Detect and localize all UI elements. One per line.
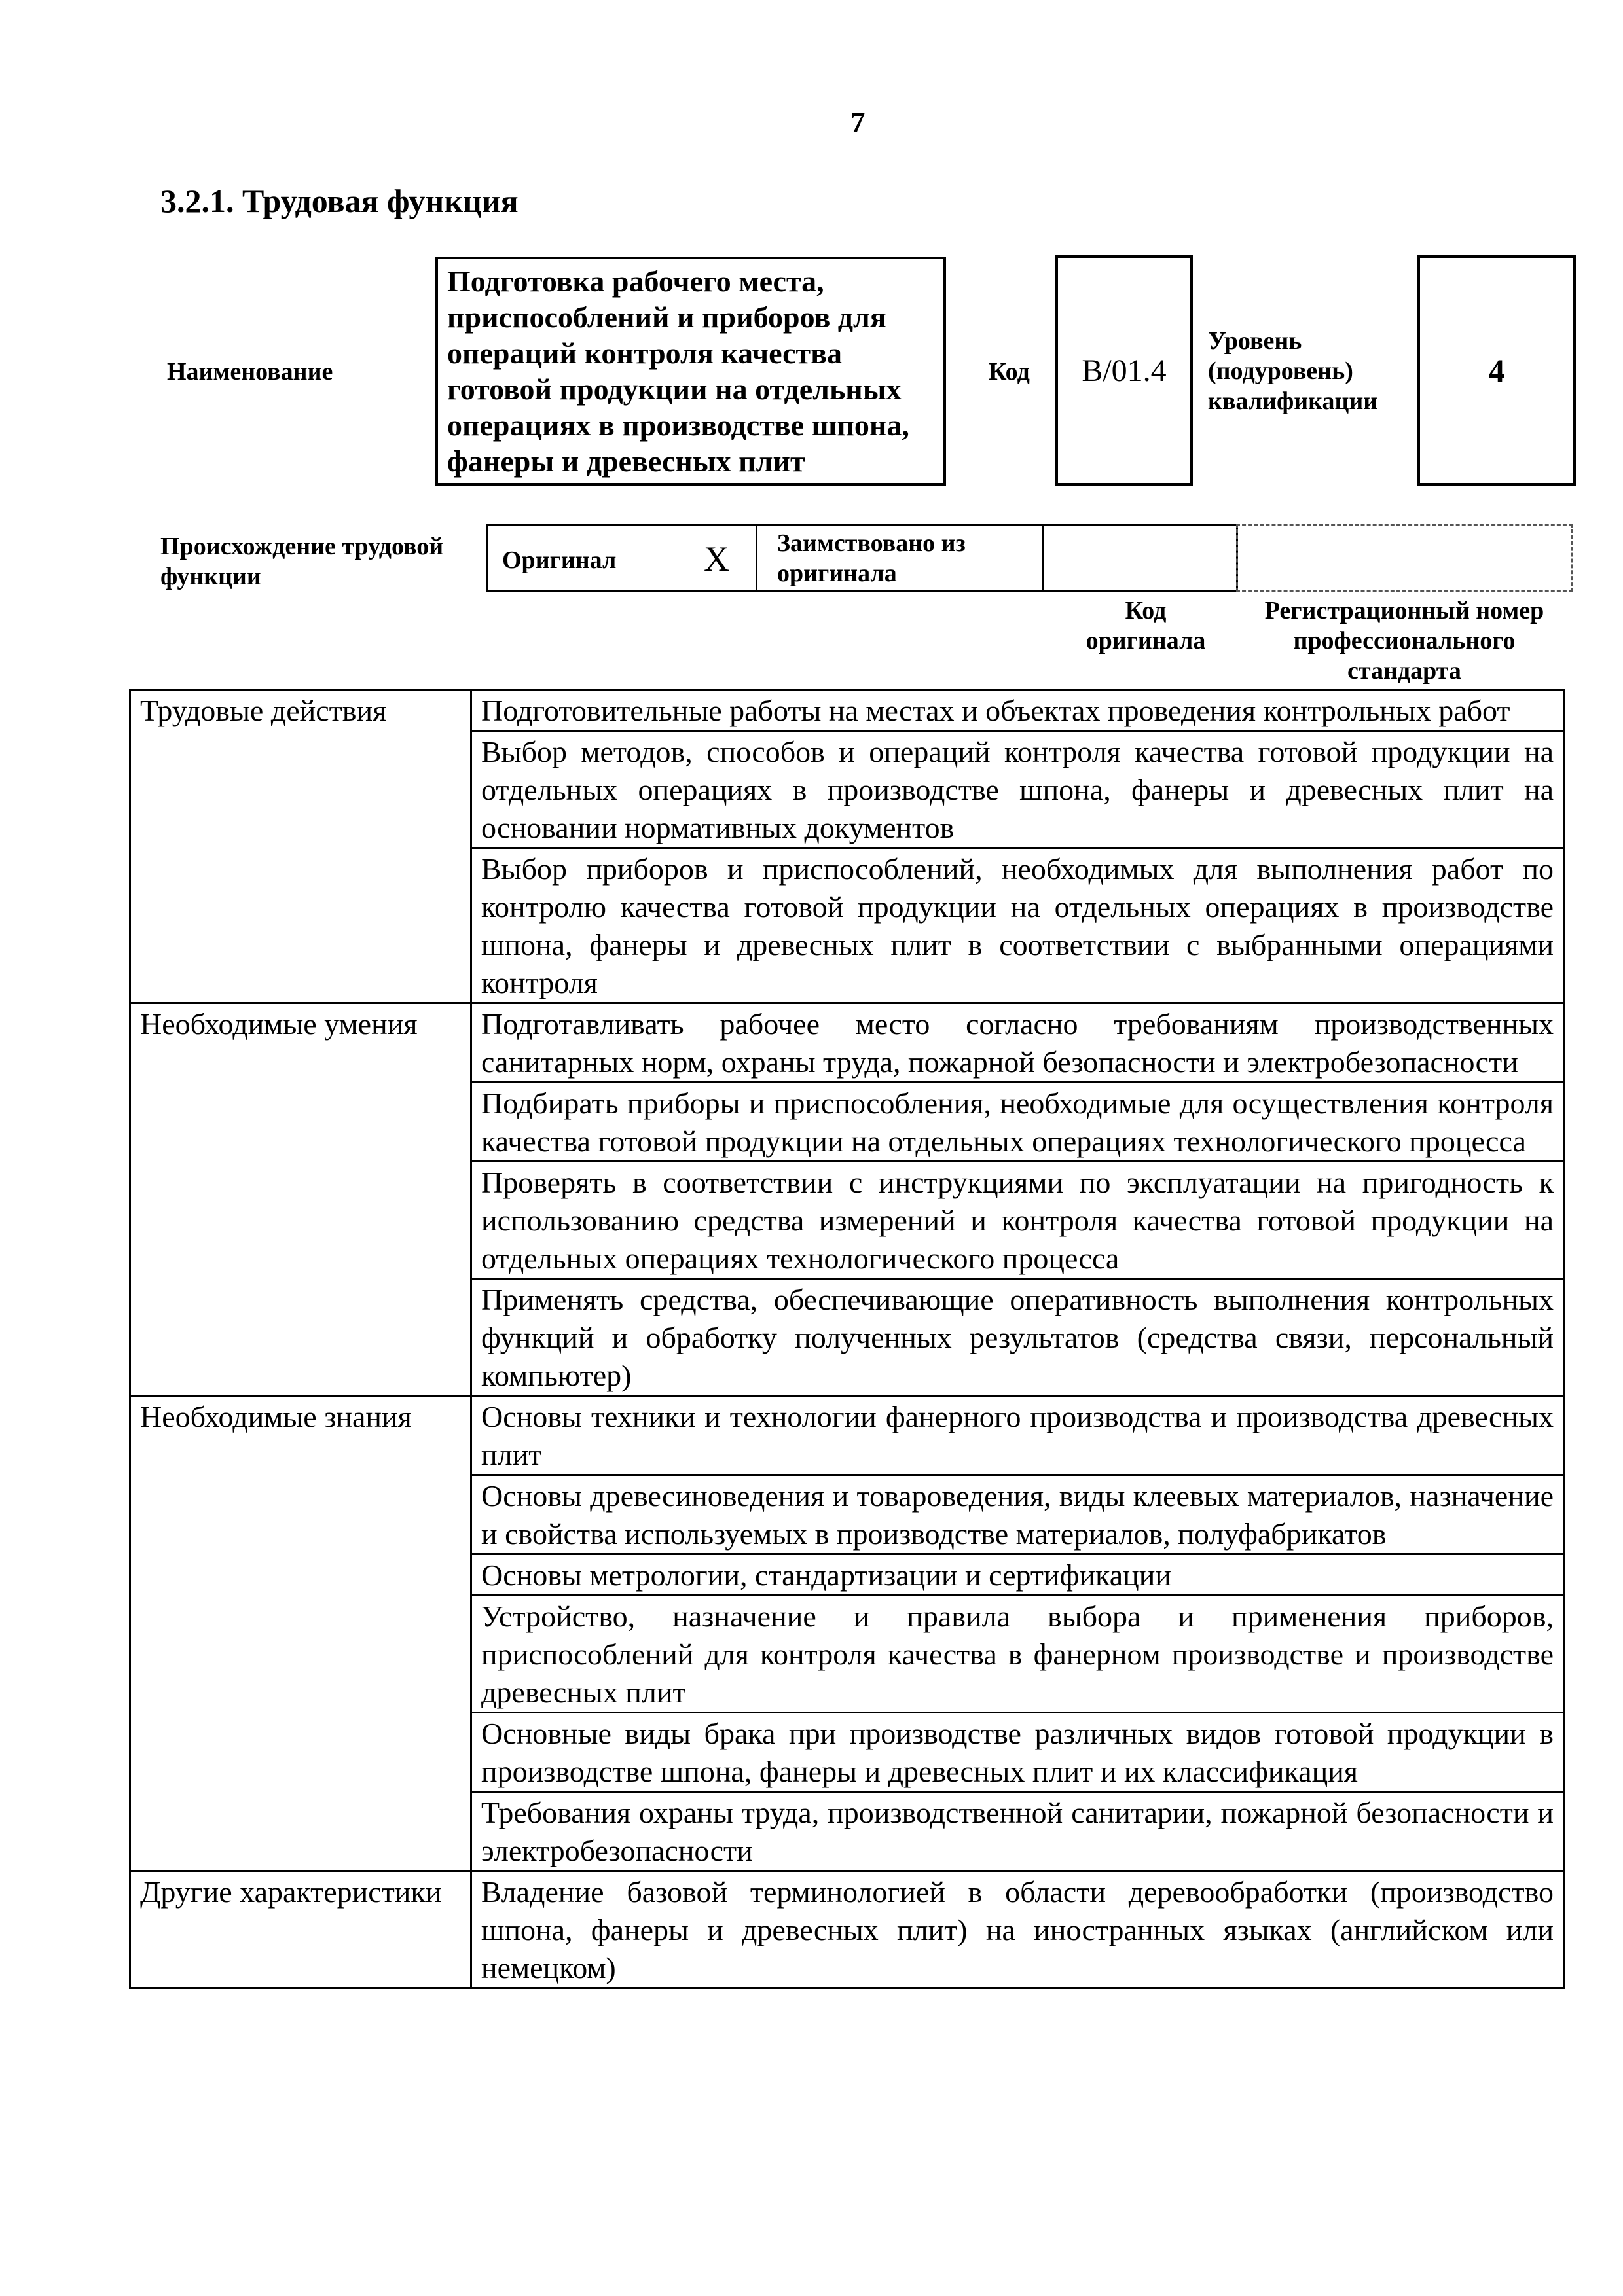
reg-number-cell: [1236, 524, 1573, 592]
table-cell: Подбирать приборы и приспособления, необходимые для осуществления контроля качества готовой продукции на отдельных операциях технологического процесса: [471, 1083, 1564, 1162]
origin-row: [486, 524, 1573, 592]
borrowed-cell: [756, 524, 1044, 592]
competency-table: [129, 689, 1565, 1989]
table-cell: Выбор методов, способов и операций контроля качества готовой продукции на отдельных операциях в производстве шпона, фанеры и древесных плит на основании нормативных документов: [471, 731, 1564, 848]
table-cell: Проверять в соответствии с инструкциями по эксплуатации на пригодность к использованию средства измерений и контроля качества готовой продукции на отдельных операциях технологического процесса: [471, 1162, 1564, 1279]
table-cell: Выбор приборов и приспособлений, необходимых для выполнения работ по контролю качества готовой продукции на отдельных операциях в производстве шпона, фанеры и древесных плит в соответствии с выбранными операциями контроля: [471, 848, 1564, 1003]
level-box: [1417, 255, 1576, 486]
original-label: Оригинал: [502, 547, 617, 574]
original-mark: X: [704, 539, 729, 579]
page-number: 7: [850, 105, 866, 139]
section-title-actions: Трудовые действия: [130, 690, 471, 1003]
section-title-skills: Необходимые умения: [130, 1003, 471, 1396]
table-cell: Устройство, назначение и правила выбора и применения приборов, приспособлений для контроля качества в фанерном производстве и производстве древесных плит: [471, 1596, 1564, 1713]
section-title-other: Другие характеристики: [130, 1871, 471, 1988]
section-title-knowledge: Необходимые знания: [130, 1396, 471, 1871]
table-cell: Основы метрологии, стандартизации и сертификации: [471, 1554, 1564, 1596]
name-label: Наименование: [167, 358, 333, 386]
origin-label: Происхождение трудовой функции: [160, 533, 444, 590]
table-cell: Основы техники и технологии фанерного производства и производства древесных плит: [471, 1396, 1564, 1475]
table-row: [130, 1396, 1564, 1475]
table-row: [130, 1003, 1564, 1083]
code-value: B/01.4: [1082, 353, 1167, 388]
table-cell: Владение базовой терминологией в области деревообработки (производство шпона, фанеры и древесных плит) на иностранных языках (английском или немецком): [471, 1871, 1564, 1988]
table-cell: Основные виды брака при производстве различных видов готовой продукции в производстве шпона, фанеры и древесных плит и их классификация: [471, 1713, 1564, 1792]
table-cell: Основы древесиноведения и товароведения, виды клеевых материалов, назначение и свойства используемых в производстве материалов, полуфабрикатов: [471, 1475, 1564, 1554]
table-cell: Подготовительные работы на местах и объектах проведения контрольных работ: [471, 690, 1564, 731]
section-title: 3.2.1. Трудовая функция: [160, 183, 519, 219]
table-row: [130, 690, 1564, 731]
table-cell: Подготавливать рабочее место согласно требованиям производственных санитарных норм, охраны труда, пожарной безопасности и электробезопасности: [471, 1003, 1564, 1083]
function-name-value: Подготовка рабочего места, приспособлений и приборов для операций контроля качества готовой продукции на отдельных операциях в производстве шпона, фанеры и древесных плит: [447, 264, 909, 478]
original-cell: [486, 524, 757, 592]
table-row: [130, 1871, 1564, 1988]
table-cell: Требования охраны труда, производственной санитарии, пожарной безопасности и электробезопасности: [471, 1792, 1564, 1871]
code-original-cell: [1042, 524, 1238, 592]
function-name-box: [435, 257, 946, 486]
reg-number-caption: Регистрационный номер профессионального стандарта: [1264, 597, 1544, 685]
level-label: Уровень (подуровень) квалификации: [1208, 327, 1378, 415]
code-box: [1055, 255, 1193, 486]
level-value: 4: [1488, 352, 1505, 389]
table-cell: Применять средства, обеспечивающие оперативность выполнения контрольных функций и обработку полученных результатов (средства связи, персональный компьютер): [471, 1279, 1564, 1396]
code-original-caption: Код оригинала: [1085, 597, 1206, 655]
borrowed-label: Заимствовано из оригинала: [777, 529, 966, 587]
code-label: Код: [989, 358, 1030, 386]
